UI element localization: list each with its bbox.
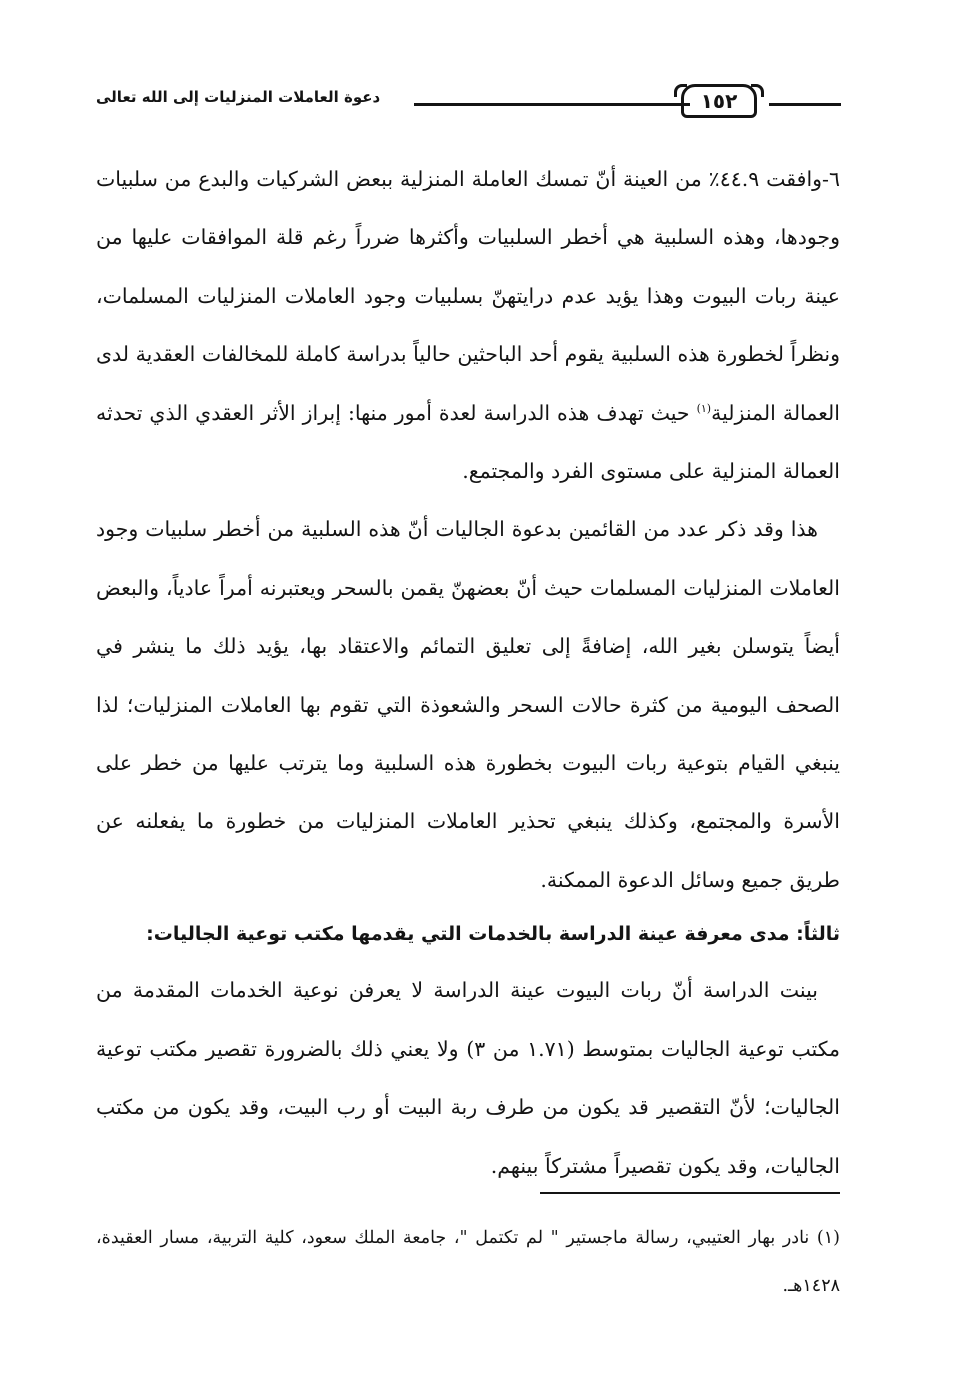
footnote	[96, 1214, 840, 1310]
paragraph-1	[96, 150, 840, 500]
paragraph-2: هذا وقد ذكر عدد من القائمين بدعوة الجاليات أنّ هذه السلبية من أخطر سلبيات وجود العاملات المنزليات المسلمات حيث أنّ بعضهنّ يقمن بالسحر ويعتبرنه أمراً عادياً، والبعض أيضاً يتوسلن بغير الله، إضافةً إلى تعليق التمائم والاعتقاد بها، يؤيد ذلك ما ينشر في الصحف اليومية من كثرة حالات السحر والشعوذة التي تقوم بها العاملات المنزليات؛ لذا ينبغي القيام بتوعية ربات البيوت بخطورة هذه السلبية وما يترتب عليها من خطر على الأسرة والمجتمع، وكذلك ينبغي تحذير العاملات المنزليات من خطورة ما يفعلنه عن طريق جميع وسائل الدعوة الممكنة.	[96, 517, 840, 892]
paragraph-1-text: ٦-وافقت ٤٤.٩٪ من العينة أنّ تمسك العاملة المنزلية ببعض الشركيات والبدع من سلبيات وجودها، وهذه السلبية هي أخطر السلبيات وأكثرها ضرراً رغم قلة الموافقات عليها من عينة ربات البيوت وهذا يؤيد عدم درايتهنّ بسلبيات وجود العاملات المنزليات المسلمات، ونظراً لخطورة هذه السلبية يقوم أحد الباحثين حالياً بدراسة كاملة للمخالفات العقدية لدى العمالة المنزلية	[96, 167, 841, 425]
section-heading: ثالثاً: مدى معرفة عينة الدراسة بالخدمات التي يقدمها مكتب توعية الجاليات:	[146, 923, 840, 946]
page-number: ١٥٢	[681, 84, 757, 118]
footnote-reference[interactable]: (١)	[696, 401, 712, 415]
footnote-divider	[540, 1192, 840, 1194]
paragraph-3: بينت الدراسة أنّ ربات البيوت عينة الدراسة لا يعرفن نوعية الخدمات المقدمة من مكتب توعية الجاليات بمتوسط (١.٧١ من ٣) ولا يعني ذلك بالضرورة تقصير مكتب توعية الجاليات؛ لأنّ التقصير قد يكون من طرف ربة البيت أو رب البيت، وقد يكون من مكتب الجاليات، وقد يكون تقصيراً مشتركاً بينهم.	[96, 978, 840, 1178]
running-title: دعوة العاملات المنزليات إلى الله تعالى	[96, 88, 381, 106]
header-rule-right	[769, 103, 841, 106]
page-body	[96, 150, 840, 1195]
paragraph-1-tail: حيث تهدف هذه الدراسة لعدة أمور منها: إبراز الأثر العقدي الذي تحدثه العمالة المنزلية على مستوى الفرد والمجتمع.	[96, 400, 840, 484]
header-rule-left	[414, 103, 690, 106]
page-header	[96, 78, 841, 122]
footnote-text: (١) نادر بهار العتيبي، رسالة ماجستير " لم تكتمل "، جامعة الملك سعود، كلية التربية، مسار العقيدة، ١٤٢٨هـ.	[96, 1228, 840, 1296]
